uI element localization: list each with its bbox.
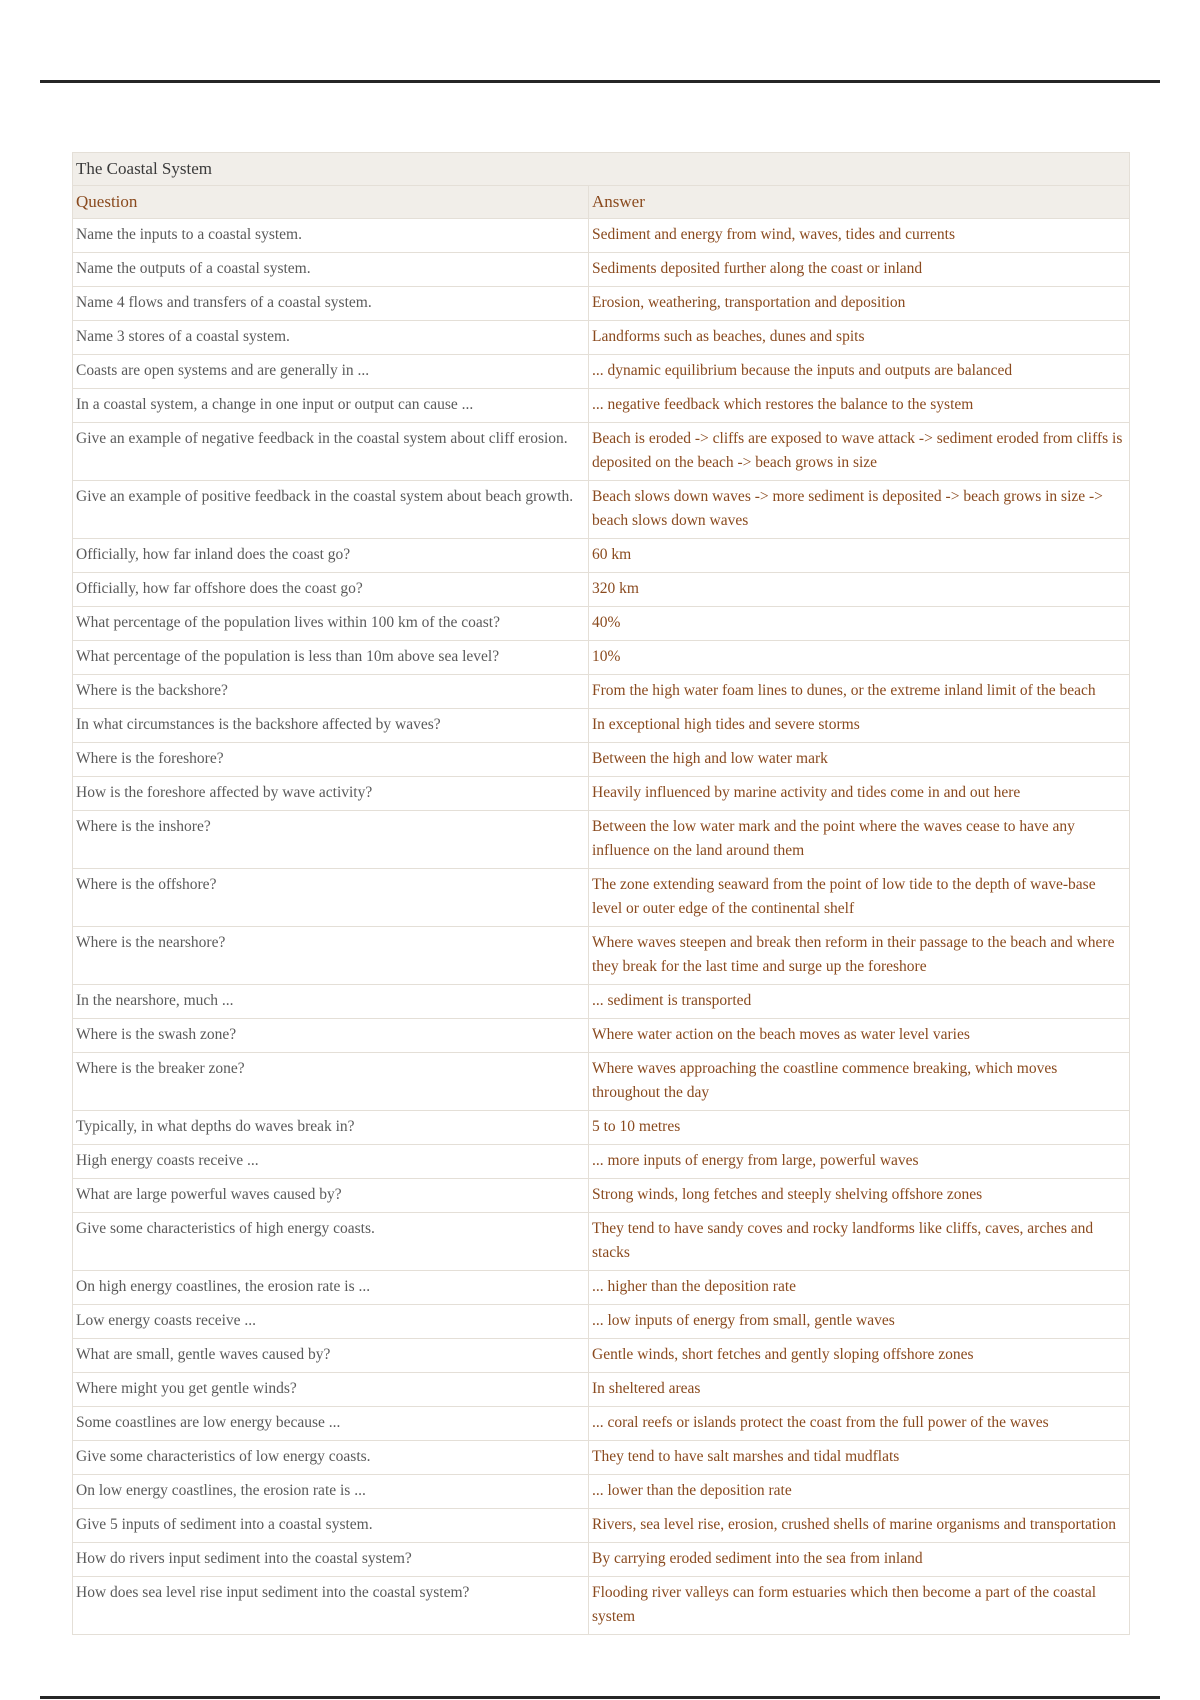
answer-cell: Where waves steepen and break then reform in their passage to the beach and where they break for the last time and surge up the foreshore xyxy=(589,927,1130,985)
answer-cell: ... lower than the deposition rate xyxy=(589,1475,1130,1509)
question-cell: Where is the offshore? xyxy=(73,869,589,927)
question-cell: How do rivers input sediment into the coastal system? xyxy=(73,1543,589,1577)
answer-cell: The zone extending seaward from the point of low tide to the depth of wave-base level or outer edge of the continental shelf xyxy=(589,869,1130,927)
table-row xyxy=(73,1407,1130,1441)
table-row xyxy=(73,1213,1130,1271)
answer-cell: Beach is eroded -> cliffs are exposed to wave attack -> sediment eroded from cliffs is deposited on the beach -> beach grows in size xyxy=(589,423,1130,481)
question-cell: Where might you get gentle winds? xyxy=(73,1373,589,1407)
answer-cell: Sediments deposited further along the coast or inland xyxy=(589,253,1130,287)
answer-cell: Beach slows down waves -> more sediment is deposited -> beach grows in size -> beach slows down waves xyxy=(589,481,1130,539)
question-cell: What are small, gentle waves caused by? xyxy=(73,1339,589,1373)
answer-cell: 5 to 10 metres xyxy=(589,1111,1130,1145)
table-body xyxy=(73,219,1130,1635)
answer-cell: 320 km xyxy=(589,573,1130,607)
table-row xyxy=(73,709,1130,743)
answer-cell: ... negative feedback which restores the balance to the system xyxy=(589,389,1130,423)
table-row xyxy=(73,1543,1130,1577)
question-cell: Give an example of positive feedback in the coastal system about beach growth. xyxy=(73,481,589,539)
question-cell: Officially, how far inland does the coast go? xyxy=(73,539,589,573)
question-cell: How is the foreshore affected by wave activity? xyxy=(73,777,589,811)
answer-cell: From the high water foam lines to dunes, or the extreme inland limit of the beach xyxy=(589,675,1130,709)
question-cell: Where is the foreshore? xyxy=(73,743,589,777)
question-cell: Give some characteristics of low energy coasts. xyxy=(73,1441,589,1475)
question-cell: Name 3 stores of a coastal system. xyxy=(73,321,589,355)
table-row xyxy=(73,1441,1130,1475)
table-row xyxy=(73,1577,1130,1635)
table-row xyxy=(73,539,1130,573)
question-cell: In what circumstances is the backshore affected by waves? xyxy=(73,709,589,743)
question-cell: Some coastlines are low energy because ... xyxy=(73,1407,589,1441)
question-cell: On low energy coastlines, the erosion rate is ... xyxy=(73,1475,589,1509)
table-header-row xyxy=(73,186,1130,219)
table-row xyxy=(73,573,1130,607)
coastal-system-table-container xyxy=(72,152,1130,1635)
answer-cell: Between the high and low water mark xyxy=(589,743,1130,777)
table-row xyxy=(73,1111,1130,1145)
answer-cell: In sheltered areas xyxy=(589,1373,1130,1407)
answer-cell: Sediment and energy from wind, waves, tides and currents xyxy=(589,219,1130,253)
answer-cell: ... dynamic equilibrium because the inputs and outputs are balanced xyxy=(589,355,1130,389)
question-cell: Name the outputs of a coastal system. xyxy=(73,253,589,287)
answer-cell: Where water action on the beach moves as water level varies xyxy=(589,1019,1130,1053)
table-row xyxy=(73,1271,1130,1305)
table-row xyxy=(73,1373,1130,1407)
table-row xyxy=(73,1179,1130,1213)
question-cell: Officially, how far offshore does the coast go? xyxy=(73,573,589,607)
question-cell: Where is the inshore? xyxy=(73,811,589,869)
question-cell: In the nearshore, much ... xyxy=(73,985,589,1019)
table-row xyxy=(73,607,1130,641)
table-row xyxy=(73,219,1130,253)
question-cell: What are large powerful waves caused by? xyxy=(73,1179,589,1213)
question-cell: Typically, in what depths do waves break in? xyxy=(73,1111,589,1145)
answer-cell: Rivers, sea level rise, erosion, crushed shells of marine organisms and transportation xyxy=(589,1509,1130,1543)
answer-cell: ... more inputs of energy from large, powerful waves xyxy=(589,1145,1130,1179)
table-row xyxy=(73,389,1130,423)
answer-cell: Erosion, weathering, transportation and deposition xyxy=(589,287,1130,321)
table-row xyxy=(73,1019,1130,1053)
table-row xyxy=(73,1053,1130,1111)
table-row xyxy=(73,811,1130,869)
answer-cell: By carrying eroded sediment into the sea from inland xyxy=(589,1543,1130,1577)
question-cell: Low energy coasts receive ... xyxy=(73,1305,589,1339)
table-row xyxy=(73,355,1130,389)
table-row xyxy=(73,1145,1130,1179)
question-cell: What percentage of the population lives within 100 km of the coast? xyxy=(73,607,589,641)
question-cell: Where is the breaker zone? xyxy=(73,1053,589,1111)
table-row xyxy=(73,253,1130,287)
table-row xyxy=(73,1305,1130,1339)
table-row xyxy=(73,985,1130,1019)
question-cell: Name the inputs to a coastal system. xyxy=(73,219,589,253)
question-cell: What percentage of the population is less than 10m above sea level? xyxy=(73,641,589,675)
question-cell: Coasts are open systems and are generally in ... xyxy=(73,355,589,389)
question-cell: Where is the backshore? xyxy=(73,675,589,709)
answer-cell: Where waves approaching the coastline commence breaking, which moves throughout the day xyxy=(589,1053,1130,1111)
table-row xyxy=(73,1475,1130,1509)
question-column-header: Question xyxy=(73,186,589,219)
question-cell: How does sea level rise input sediment into the coastal system? xyxy=(73,1577,589,1635)
header-rule xyxy=(40,80,1160,83)
table-caption-row xyxy=(73,153,1130,186)
question-cell: High energy coasts receive ... xyxy=(73,1145,589,1179)
question-cell: Where is the nearshore? xyxy=(73,927,589,985)
answer-cell: They tend to have sandy coves and rocky landforms like cliffs, caves, arches and stacks xyxy=(589,1213,1130,1271)
table-row xyxy=(73,675,1130,709)
answer-cell: ... low inputs of energy from small, gentle waves xyxy=(589,1305,1130,1339)
question-cell: Give an example of negative feedback in the coastal system about cliff erosion. xyxy=(73,423,589,481)
footer-rule xyxy=(40,1696,1160,1699)
coastal-system-table xyxy=(72,152,1130,1635)
answer-cell: Between the low water mark and the point where the waves cease to have any influence on the land around them xyxy=(589,811,1130,869)
answer-cell: Heavily influenced by marine activity and tides come in and out here xyxy=(589,777,1130,811)
table-caption: The Coastal System xyxy=(73,153,1130,186)
answer-cell: 40% xyxy=(589,607,1130,641)
table-row xyxy=(73,869,1130,927)
answer-cell: Landforms such as beaches, dunes and spits xyxy=(589,321,1130,355)
answer-cell: ... coral reefs or islands protect the coast from the full power of the waves xyxy=(589,1407,1130,1441)
table-row xyxy=(73,423,1130,481)
answer-cell: Flooding river valleys can form estuaries which then become a part of the coastal system xyxy=(589,1577,1130,1635)
answer-cell: 60 km xyxy=(589,539,1130,573)
question-cell: In a coastal system, a change in one input or output can cause ... xyxy=(73,389,589,423)
table-row xyxy=(73,321,1130,355)
answer-column-header: Answer xyxy=(589,186,1130,219)
answer-cell: ... sediment is transported xyxy=(589,985,1130,1019)
question-cell: Name 4 flows and transfers of a coastal system. xyxy=(73,287,589,321)
question-cell: Give some characteristics of high energy coasts. xyxy=(73,1213,589,1271)
question-cell: Give 5 inputs of sediment into a coastal system. xyxy=(73,1509,589,1543)
table-row xyxy=(73,777,1130,811)
table-row xyxy=(73,641,1130,675)
answer-cell: Gentle winds, short fetches and gently sloping offshore zones xyxy=(589,1339,1130,1373)
question-cell: On high energy coastlines, the erosion rate is ... xyxy=(73,1271,589,1305)
table-row xyxy=(73,1509,1130,1543)
question-cell: Where is the swash zone? xyxy=(73,1019,589,1053)
answer-cell: They tend to have salt marshes and tidal mudflats xyxy=(589,1441,1130,1475)
answer-cell: ... higher than the deposition rate xyxy=(589,1271,1130,1305)
table-row xyxy=(73,481,1130,539)
answer-cell: 10% xyxy=(589,641,1130,675)
table-row xyxy=(73,287,1130,321)
answer-cell: In exceptional high tides and severe storms xyxy=(589,709,1130,743)
table-row xyxy=(73,927,1130,985)
answer-cell: Strong winds, long fetches and steeply shelving offshore zones xyxy=(589,1179,1130,1213)
table-row xyxy=(73,743,1130,777)
table-row xyxy=(73,1339,1130,1373)
